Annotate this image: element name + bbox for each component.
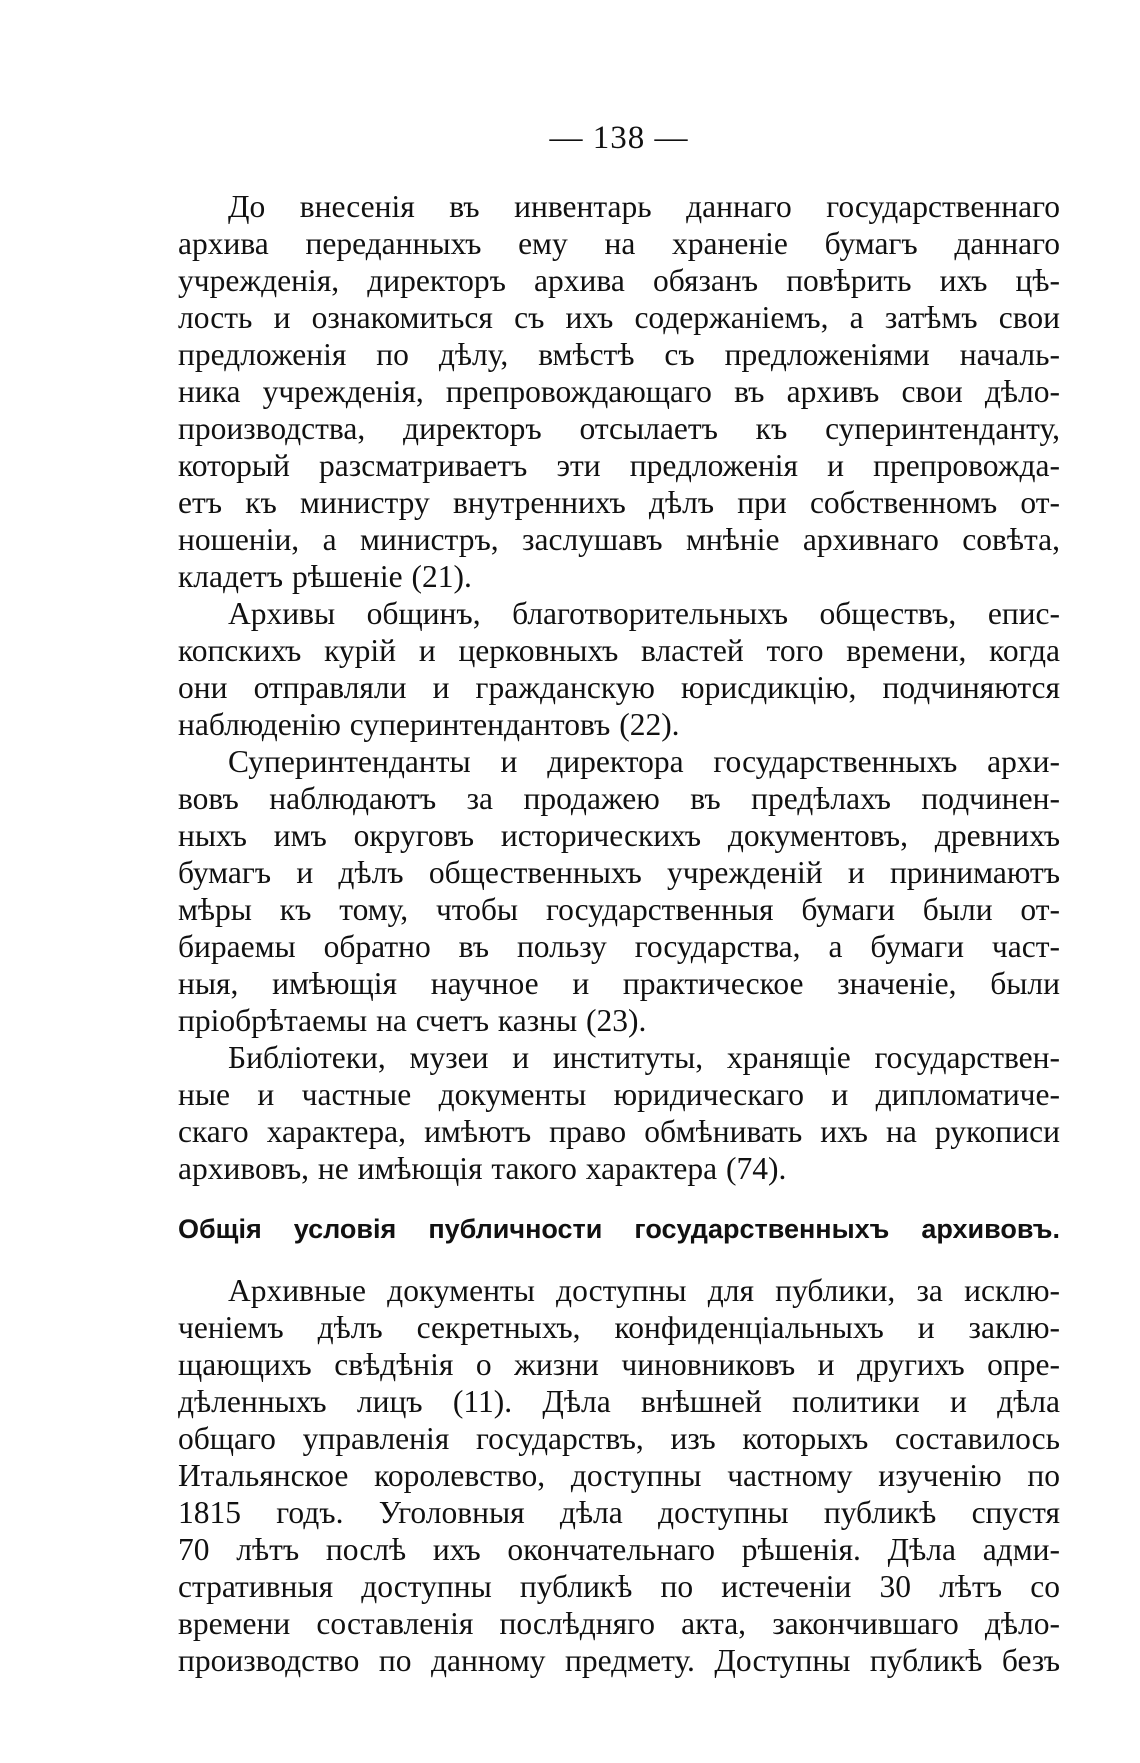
text-line: ченіемъ дѣлъ секретныхъ, конфиденціальныхъ и заклю- [178, 1310, 1060, 1345]
text-line: Библіотеки, музеи и институты, хранящіе государствен- [228, 1040, 1060, 1075]
text-line: Архивные документы доступны для публики, за исклю- [228, 1273, 1060, 1308]
text-line: скаго характера, имѣютъ право обмѣнивать ихъ на рукописи [178, 1114, 1060, 1149]
text-line: До внесенія въ инвентарь даннаго государственнаго [228, 189, 1060, 224]
text-line: кладетъ рѣшеніе (21). [178, 559, 472, 594]
text-line: ныя, имѣющія научное и практическое значеніе, были [178, 966, 1060, 1001]
section-heading: Общія условія публичности государственныхъ архивовъ. [178, 1214, 1060, 1244]
paragraph-4 [178, 1039, 1060, 1187]
text-line: етъ къ министру внутреннихъ дѣлъ при собственномъ от- [178, 485, 1060, 520]
text-line: предложенія по дѣлу, вмѣстѣ съ предложеніями началь- [178, 337, 1060, 372]
text-line: производство по данному предмету. Доступны публикѣ безъ [178, 1643, 1060, 1678]
text-line: ника учрежденія, препровождающаго въ архивъ свои дѣло- [178, 374, 1060, 409]
text-line: наблюденію суперинтендантовъ (22). [178, 707, 680, 742]
text-line: производства, директоръ отсылаетъ къ суперинтенданту, [178, 411, 1060, 446]
text-line: мѣры къ тому, чтобы государственныя бумаги были от- [178, 892, 1060, 927]
paragraph-5 [178, 1272, 1060, 1679]
text-line: общаго управленія государствъ, изъ которыхъ составилось [178, 1421, 1060, 1456]
text-line: времени составленія послѣдняго акта, закончившаго дѣло- [178, 1606, 1060, 1641]
text-line: бираемы обратно въ пользу государства, а бумаги част- [178, 929, 1060, 964]
text-line: бумагъ и дѣлъ общественныхъ учрежденій и принимаютъ [178, 855, 1060, 890]
book-page [178, 0, 1060, 1763]
text-line: Суперинтенданты и директора государственныхъ архи- [228, 744, 1060, 779]
text-line: вовъ наблюдаютъ за продажею въ предѣлахъ подчинен- [178, 781, 1060, 816]
text-line: ношеніи, а министръ, заслушавъ мнѣніе архивнаго совѣта, [178, 522, 1060, 557]
text-line: они отправляли и гражданскую юрисдикцію, подчиняются [178, 670, 1060, 705]
text-line: Архивы общинъ, благотворительныхъ обществъ, епис- [228, 596, 1060, 631]
text-line: стративныя доступны публикѣ по истеченіи 30 лѣтъ со [178, 1569, 1060, 1604]
paragraph-3 [178, 743, 1060, 1039]
text-line: который разсматриваетъ эти предложенія и препровожда- [178, 448, 1060, 483]
text-line: 1815 годъ. Уголовныя дѣла доступны публикѣ спустя [178, 1495, 1060, 1530]
paragraph-2 [178, 595, 1060, 743]
text-line: копскихъ курій и церковныхъ властей того времени, когда [178, 633, 1060, 668]
text-line: ные и частные документы юридическаго и дипломатиче- [178, 1077, 1060, 1112]
text-line: архива переданныхъ ему на храненіе бумагъ даннаго [178, 226, 1060, 261]
text-line: лость и ознакомиться съ ихъ содержаніемъ, а затѣмъ свои [178, 300, 1060, 335]
text-line: Итальянское королевство, доступны частному изученію по [178, 1458, 1060, 1493]
text-line: учрежденія, директоръ архива обязанъ повѣрить ихъ цѣ- [178, 263, 1060, 298]
body-text [178, 188, 1060, 1679]
text-line: архивовъ, не имѣющія такого характера (74). [178, 1151, 787, 1186]
paragraph-1 [178, 188, 1060, 595]
text-line: щающихъ свѣдѣнія о жизни чиновниковъ и другихъ опре- [178, 1347, 1060, 1382]
text-line: ныхъ имъ округовъ историческихъ документовъ, древнихъ [178, 818, 1060, 853]
text-line: пріобрѣтаемы на счетъ казны (23). [178, 1003, 647, 1038]
page-number: — 138 — [549, 120, 689, 156]
text-line: 70 лѣтъ послѣ ихъ окончательнаго рѣшенія. Дѣла адми- [178, 1532, 1060, 1567]
text-line: дѣленныхъ лицъ (11). Дѣла внѣшней политики и дѣла [178, 1384, 1060, 1419]
